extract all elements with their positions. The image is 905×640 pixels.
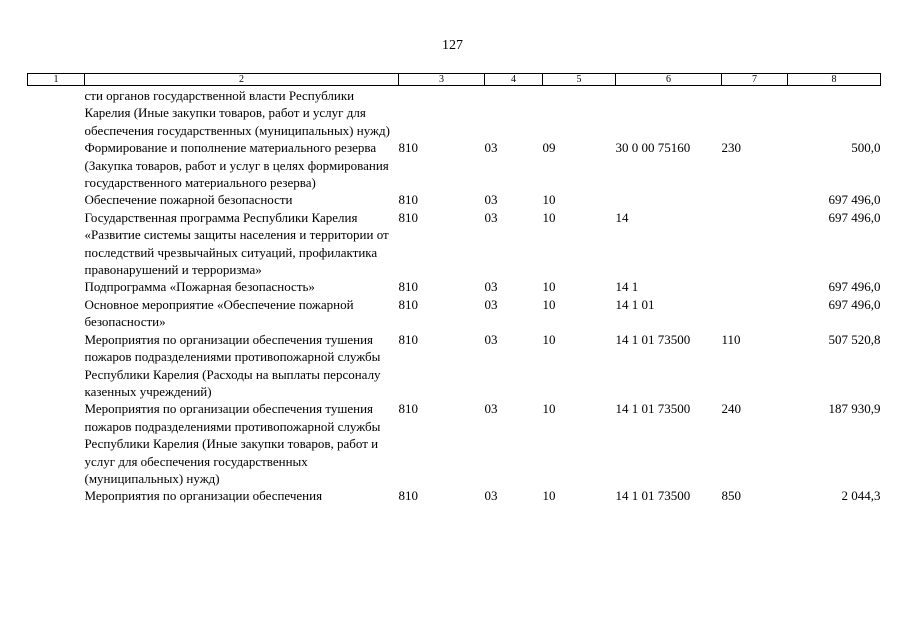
column-header: 4: [485, 74, 543, 86]
section-code: 03: [484, 209, 498, 225]
expense-type-code: [722, 86, 788, 140]
target-code: 14: [615, 209, 629, 225]
target-code: [616, 86, 722, 140]
row-description: Обеспечение пожарной безопасности: [84, 192, 293, 208]
page-number: 127: [442, 38, 463, 53]
subsection-code: 09: [542, 140, 556, 156]
subsection-code: [543, 86, 616, 140]
section-code: 03: [484, 279, 498, 295]
target-code: 30 0 00 75160: [615, 140, 691, 156]
row-description: Мероприятия по организации обеспечения: [84, 488, 323, 504]
row-description: сти органов государственной власти Республики Карелия (Иные закупки товаров, работ и услуг для обеспечения государственных (муниципальных) нужд): [84, 88, 390, 138]
ministry-code: 810: [398, 488, 418, 504]
subsection-code: 10: [542, 209, 556, 225]
target-code: 14 1: [615, 279, 639, 295]
ministry-code: 810: [398, 331, 418, 347]
ministry-code: [399, 86, 485, 140]
amount: 697 496,0: [828, 279, 881, 295]
column-number-header-row: [28, 74, 881, 86]
table-row: [28, 278, 881, 295]
table-row: [28, 139, 881, 191]
column-header: 7: [722, 74, 788, 86]
target-code: [616, 191, 722, 208]
table-row: [28, 209, 881, 279]
expense-type-code: 240: [721, 401, 741, 417]
table-row: [28, 296, 881, 331]
subsection-code: 10: [542, 488, 556, 504]
section-code: 03: [484, 331, 498, 347]
budget-table: [27, 73, 881, 505]
section-code: 03: [484, 140, 498, 156]
expense-type-code: 230: [721, 140, 741, 156]
table-row: [28, 487, 881, 504]
subsection-code: 10: [542, 192, 556, 208]
expense-type-code: [722, 296, 788, 331]
amount: 507 520,8: [828, 331, 881, 347]
expense-type-code: 110: [721, 331, 741, 347]
row-description: Формирование и пополнение материального резерва (Закупка товаров, работ и услуг в целях формирования государственного материального резерва): [84, 140, 389, 191]
section-code: 03: [484, 488, 498, 504]
column-header: 5: [543, 74, 616, 86]
target-code: 14 1 01: [615, 296, 655, 312]
amount: [788, 86, 881, 140]
row-description: Мероприятия по организации обеспечения тушения пожаров подразделениями противопожарной службы Республики Карелия (Иные закупки товаров, работ и услуг для обеспечения государственных (муниципальных) нужд): [84, 401, 381, 486]
target-code: 14 1 01 73500: [615, 488, 691, 504]
ministry-code: 810: [398, 209, 418, 225]
amount: 187 930,9: [828, 401, 881, 417]
ministry-code: 810: [398, 140, 418, 156]
table-row: [28, 331, 881, 401]
ministry-code: 810: [398, 192, 418, 208]
column-header: 6: [616, 74, 722, 86]
expense-type-code: [722, 278, 788, 295]
ministry-code: 810: [398, 279, 418, 295]
column-header: 2: [85, 74, 399, 86]
target-code: 14 1 01 73500: [615, 401, 691, 417]
ministry-code: 810: [398, 401, 418, 417]
subsection-code: 10: [542, 401, 556, 417]
row-description: Мероприятия по организации обеспечения тушения пожаров подразделениями противопожарной службы Республики Карелия (Расходы на выплаты персоналу казенных учреждений): [84, 331, 381, 399]
expense-type-code: 850: [721, 488, 741, 504]
amount: 697 496,0: [828, 209, 881, 225]
table-row: [28, 400, 881, 487]
row-description: Основное мероприятие «Обеспечение пожарной безопасности»: [84, 296, 354, 330]
subsection-code: 10: [542, 331, 556, 347]
expense-type-code: [722, 209, 788, 279]
column-header: 3: [399, 74, 485, 86]
row-description: Подпрограмма «Пожарная безопасность»: [84, 279, 315, 295]
subsection-code: 10: [542, 279, 556, 295]
section-code: 03: [484, 401, 498, 417]
amount: 2 044,3: [841, 488, 881, 504]
ministry-code: 810: [398, 296, 418, 312]
column-header: 8: [788, 74, 881, 86]
amount: 697 496,0: [828, 192, 881, 208]
amount: 697 496,0: [828, 296, 881, 312]
amount: 500,0: [851, 140, 881, 156]
section-code: [485, 86, 543, 140]
section-code: 03: [484, 296, 498, 312]
table-row: [28, 86, 881, 140]
subsection-code: 10: [542, 296, 556, 312]
section-code: 03: [484, 192, 498, 208]
table-row: [28, 191, 881, 208]
target-code: 14 1 01 73500: [615, 331, 691, 347]
column-header: 1: [28, 74, 85, 86]
expense-type-code: [722, 191, 788, 208]
row-description: Государственная программа Республики Карелия «Развитие системы защиты населения и территории от последствий чрезвычайных ситуаций, профилактика правонарушений и терроризма»: [84, 209, 389, 278]
